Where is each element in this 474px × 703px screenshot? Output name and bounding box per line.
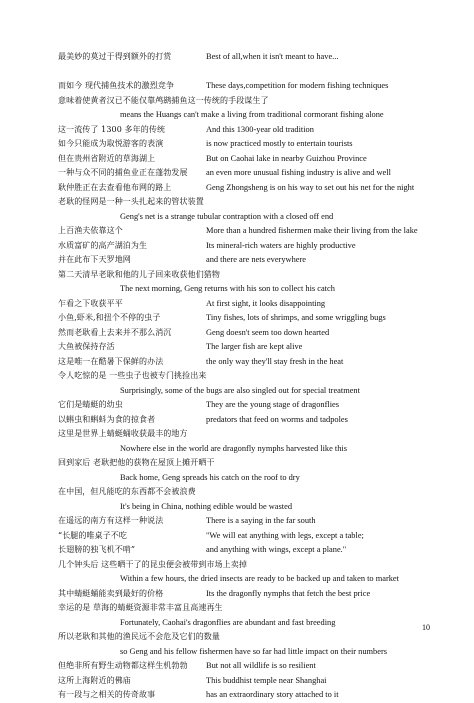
chinese-text: 以蝌虫和蝌蚪为食的掠食者	[58, 414, 156, 424]
transcript-line	[58, 601, 458, 616]
transcript-line	[58, 65, 458, 80]
english-text: "We will eat anything with legs, except a table;	[206, 530, 364, 540]
english-text: They are the young stage of dragonflies	[206, 400, 340, 409]
english-text: and anything with wings, except a plane."	[206, 545, 347, 554]
chinese-text: 然而老耿看上去来并不那么消沉	[58, 327, 172, 337]
chinese-text: 在遥远的南方有这样一种说法	[58, 516, 164, 525]
transcript-line	[58, 369, 458, 384]
english-text: There is a saying in the far south	[206, 516, 316, 525]
transcript-line	[58, 181, 458, 196]
transcript-line	[58, 616, 458, 631]
chinese-text: 最美妙的莫过于得到额外的打赏	[58, 52, 172, 61]
transcript-line	[58, 572, 458, 587]
transcript-line	[58, 297, 458, 312]
transcript-line	[58, 166, 458, 181]
english-text: Its mineral-rich waters are highly productive	[206, 240, 356, 250]
english-text: Geng doesn't seem too down hearted	[206, 327, 330, 337]
chinese-text: 而如今 现代捕鱼技术的激烈竞争	[58, 81, 175, 90]
chinese-text: 令人吃惊的是 一些虫子也被专门挑捡出来	[58, 371, 207, 380]
english-text: Geng's net is a strange tubular contraption with a closed off end	[120, 211, 334, 221]
chinese-text: 一种与众不同的捕鱼业正在蓬勃发展	[58, 168, 188, 177]
chinese-text: 回到家后 老耿把他的获物在屋顶上摊开晒干	[58, 458, 215, 467]
transcript-line	[58, 442, 458, 457]
chinese-text: 它们是蜻蜓的幼虫	[58, 400, 123, 409]
english-text: and there are nets everywhere	[206, 255, 306, 264]
chinese-text: 意味着使黄者汉已不能仅靠鸬鹚捕鱼这一传统的手段谋生了	[58, 95, 269, 105]
transcript-line	[58, 543, 458, 558]
transcript-line	[58, 398, 458, 413]
transcript-line	[58, 311, 458, 326]
transcript-line	[58, 79, 458, 94]
transcript-line	[58, 50, 458, 65]
transcript-line	[58, 659, 458, 674]
transcript-line	[58, 674, 458, 689]
transcript-line	[58, 427, 458, 442]
transcript-line	[58, 239, 458, 254]
transcript-line	[58, 94, 458, 109]
english-text: This buddhist temple near Shanghai	[206, 675, 327, 685]
english-text: The larger fish are kept alive	[206, 342, 303, 351]
transcript-line	[58, 413, 458, 428]
transcript-line	[58, 210, 458, 225]
english-text: At first sight, it looks disappointing	[206, 298, 326, 308]
chinese-text: 上百渔夫依靠这个	[58, 226, 123, 235]
chinese-text: 长翅膀的独飞机不啃”	[58, 545, 136, 554]
chinese-text: 其中蜻蜓蛹能卖到最好的价格	[58, 588, 164, 598]
transcript-line	[58, 253, 458, 268]
transcript-line	[58, 340, 458, 355]
chinese-text: 耿仲胜正在去查看他布网的路上	[58, 182, 172, 192]
english-text: Its the dragonfly nymphs that fetch the best price	[206, 588, 371, 598]
chinese-text: 几个钟头后 这些晒干了的昆虫便会被带到市场上卖掉	[58, 559, 247, 569]
chinese-text: 这所上海附近的佛庙	[58, 675, 131, 685]
transcript-line	[58, 558, 458, 573]
transcript-line	[58, 282, 458, 297]
english-text: means the Huangs can't make a living from traditional cormorant fishing alone	[120, 110, 384, 119]
english-text: These days,competition for modern fishing techniques	[206, 81, 389, 90]
bilingual-transcript	[58, 50, 458, 703]
transcript-line	[58, 456, 458, 471]
transcript-line	[58, 355, 458, 370]
chinese-text: 大鱼被保持存活	[58, 342, 115, 351]
transcript-line	[58, 587, 458, 602]
english-text: The next morning, Geng returns with his son to collect his catch	[120, 284, 335, 293]
english-text: Nowhere else in the world are dragonfly nymphs harvested like this	[120, 443, 347, 453]
chinese-text: 在中国，但凡能吃的东西都不会被浪费	[58, 487, 196, 496]
english-text: is now practiced mostly to entertain tourists	[206, 139, 353, 148]
transcript-line	[58, 688, 458, 703]
english-text: But not all wildlife is so resilient	[206, 661, 316, 670]
chinese-text: “长腿的唯桌子不吃	[58, 530, 127, 540]
transcript-line	[58, 137, 458, 152]
chinese-text: 这里是世界上蜻蜓蛹收获最丰的地方	[58, 429, 188, 438]
english-text: More than a hundred fishermen make their living from the lake	[206, 226, 418, 235]
english-text: Tiny fishes, lots of shrimps, and some wriggling bugs	[206, 313, 386, 322]
english-text: the only way they'll stay fresh in the heat	[206, 356, 344, 366]
transcript-line	[58, 224, 458, 239]
english-text: Fortunately, Caohai's dragonflies are abundant and fast breeding	[120, 617, 336, 627]
english-text: Geng Zhongsheng is on his way to set out his net for the night	[206, 182, 415, 192]
english-text: And this 1300-year old tradition	[206, 124, 314, 134]
transcript-line	[58, 384, 458, 399]
english-text: predators that feed on worms and tadpoles	[206, 414, 348, 424]
transcript-line	[58, 471, 458, 486]
english-text: It's being in China, nothing edible would be wasted	[120, 501, 293, 511]
chinese-text: 水质富矿的高产湖泊为生	[58, 240, 148, 250]
transcript-line	[58, 514, 458, 529]
english-text: Best of all,when it isn't meant to have...	[206, 52, 339, 61]
transcript-line	[58, 268, 458, 283]
english-text: so Geng and his fellow fishermen have so far had little impact on their numbers	[120, 646, 387, 656]
transcript-line	[58, 485, 458, 500]
transcript-line	[58, 152, 458, 167]
chinese-text: 老耿的怪网是一种一头扎起来的管状装置	[58, 197, 204, 206]
transcript-line	[58, 645, 458, 660]
chinese-text: 如今只能成为取悦游客的表演	[58, 139, 164, 148]
transcript-line	[58, 108, 458, 123]
transcript-line	[58, 630, 458, 645]
transcript-line	[58, 123, 458, 138]
chinese-text: 有一段与之相关的传奇故事	[58, 690, 156, 699]
transcript-line	[58, 195, 458, 210]
chinese-text: 幸运的是 草海的蜻蜓资源非常丰富且高速再生	[58, 603, 223, 612]
english-text: an even more unusual fishing industry is alive and well	[206, 168, 391, 177]
english-text: Surprisingly, some of the bugs are also singled out for special treatment	[120, 385, 360, 395]
english-text: But on Caohai lake in nearby Guizhou Province	[206, 153, 367, 163]
transcript-line	[58, 529, 458, 544]
english-text: has an extraordinary story attached to it	[206, 690, 339, 699]
chinese-text: 乍看之下收获平平	[58, 298, 123, 308]
chinese-text: 第二天清早老耿和他的儿子回来收获他们猎物	[58, 269, 220, 279]
english-text: Within a few hours, the dried insects are ready to be backed up and taken to market	[120, 574, 399, 583]
english-text: Back home, Geng spreads his catch on the roof to dry	[120, 472, 300, 482]
transcript-line	[58, 326, 458, 341]
page-number: 10	[422, 623, 430, 632]
chinese-text: 但绝非所有野生动物都这样生机勃勃	[58, 661, 188, 670]
chinese-text: 但在贵州省附近的草海湖上	[58, 153, 156, 163]
chinese-text: 并在此布下天罗地网	[58, 255, 131, 264]
chinese-text: 小鱼,虾米,和扭个不停的虫子	[58, 313, 161, 322]
chinese-text: 这是唯一在酷暑下保鲜的办法	[58, 356, 164, 366]
chinese-text: 所以老耿和其他的渔民远不会危及它们的数量	[58, 632, 220, 641]
transcript-line	[58, 500, 458, 515]
chinese-text: 这一流传了 1300 多年的传统	[58, 124, 166, 134]
